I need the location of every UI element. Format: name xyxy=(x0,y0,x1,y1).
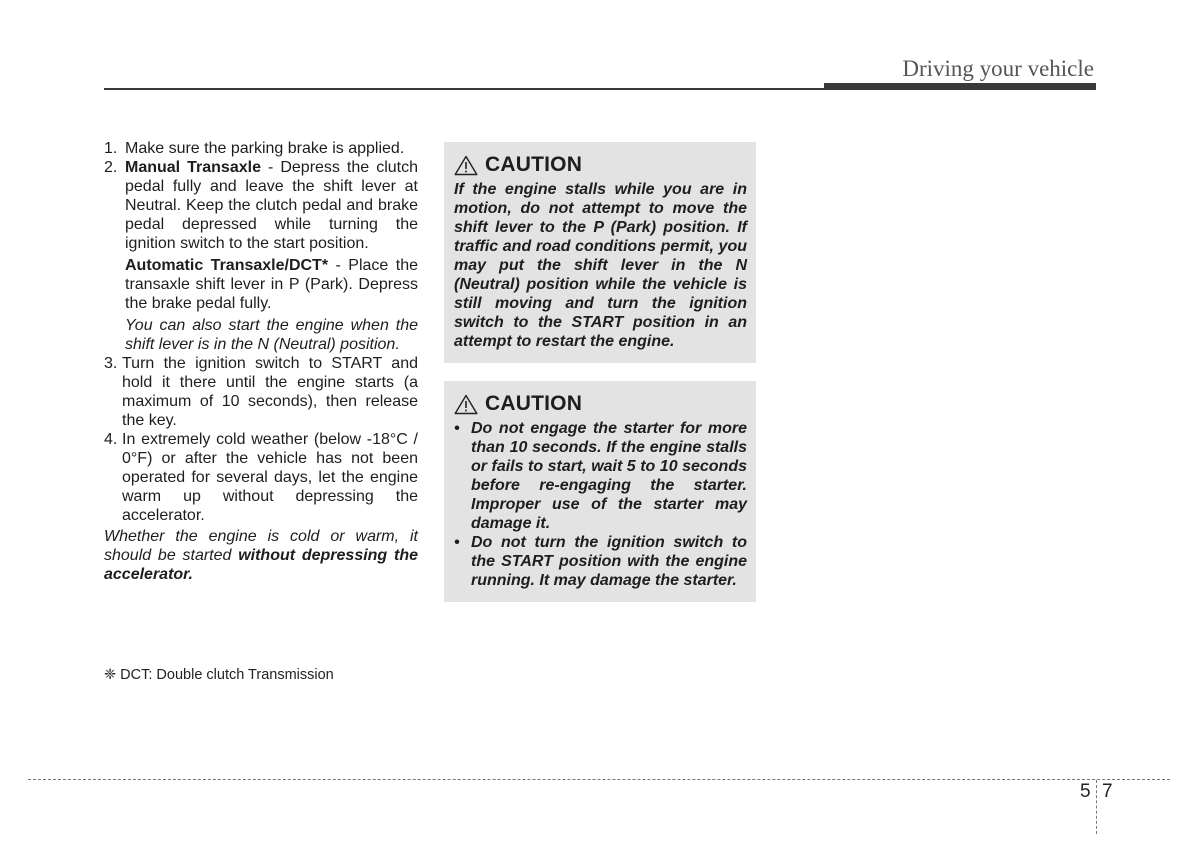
caution-bullet xyxy=(454,533,747,590)
automatic-transaxle-label: Automatic Transaxle/DCT* xyxy=(125,257,329,274)
footer-divider xyxy=(28,779,1170,780)
caution-header xyxy=(454,391,747,417)
step-3 xyxy=(104,354,418,430)
step-text: In extremely cold weather (below -18°C / 0°F) or after the vehicle has not been operated for several days, let the engine warm up without depressing the accelerator. xyxy=(122,431,418,524)
caution-box-starter xyxy=(444,381,756,602)
header-rule-accent xyxy=(824,83,1096,90)
header-rule xyxy=(104,88,824,90)
step-number: 2. xyxy=(104,159,118,176)
footnote: ❈ DCT: Double clutch Transmission xyxy=(104,667,334,683)
neutral-note: You can also start the engine when the shift lever is in the N (Neutral) position. xyxy=(125,317,418,353)
step-number: 4. xyxy=(104,431,118,448)
step-2 xyxy=(104,158,418,354)
chapter-number: 5 xyxy=(1080,781,1091,802)
manual-transaxle-label: Manual Transaxle xyxy=(125,159,261,176)
bullet-marker: • xyxy=(454,420,460,437)
page-number-divider xyxy=(1096,780,1097,834)
step-number: 1. xyxy=(104,140,118,157)
step-text: Make sure the parking brake is applied. xyxy=(125,140,405,157)
caution-title: CAUTION xyxy=(485,153,583,176)
section-title: Driving your vehicle xyxy=(902,56,1094,81)
caution-header xyxy=(454,152,747,178)
caution-bullet xyxy=(454,419,747,533)
bullet-marker: • xyxy=(454,534,460,551)
caution-box-stall xyxy=(444,142,756,363)
step-number: 3. xyxy=(104,355,118,372)
final-note-text: Whether the engine is cold or warm, it should be started xyxy=(104,528,418,564)
step-4 xyxy=(104,430,418,525)
step-1 xyxy=(104,139,418,158)
step-text: Turn the ignition switch to START and hold it there until the engine starts (a maximum of 10 seconds), then release the key. xyxy=(122,355,418,429)
caution-body xyxy=(454,419,747,590)
caution-body: If the engine stalls while you are in motion, do not attempt to move the shift lever to the P (Park) position. If traffic and road conditions permit, you may put the shift lever in the N (Neutral) position while the vehicle is still moving and turn the ignition switch to the START position in an attempt to restart the engine. xyxy=(454,181,747,350)
caution-title: CAUTION xyxy=(485,392,583,415)
warning-triangle-icon xyxy=(454,394,478,415)
automatic-transaxle-text: - Place the transaxle shift lever in P (Park). Depress the brake pedal fully. xyxy=(125,257,418,312)
page-number: 7 xyxy=(1102,781,1113,802)
final-note-emphasis: without depressing the accelerator. xyxy=(104,547,418,583)
final-note xyxy=(104,527,418,584)
bullet-text: Do not turn the ignition switch to the START position with the engine running. It may damage the starter. xyxy=(471,534,747,589)
warning-triangle-icon xyxy=(454,155,478,176)
starting-procedure xyxy=(104,139,418,584)
manual-transaxle-text: - Depress the clutch pedal fully and leave the shift lever at Neutral. Keep the clutch pedal and brake pedal depressed while turning the ignition switch to the start position. xyxy=(125,159,418,252)
bullet-text: Do not engage the starter for more than 10 seconds. If the engine stalls or fails to start, wait 5 to 10 seconds before re-engaging the starter. Improper use of the starter may damage it. xyxy=(471,420,747,532)
